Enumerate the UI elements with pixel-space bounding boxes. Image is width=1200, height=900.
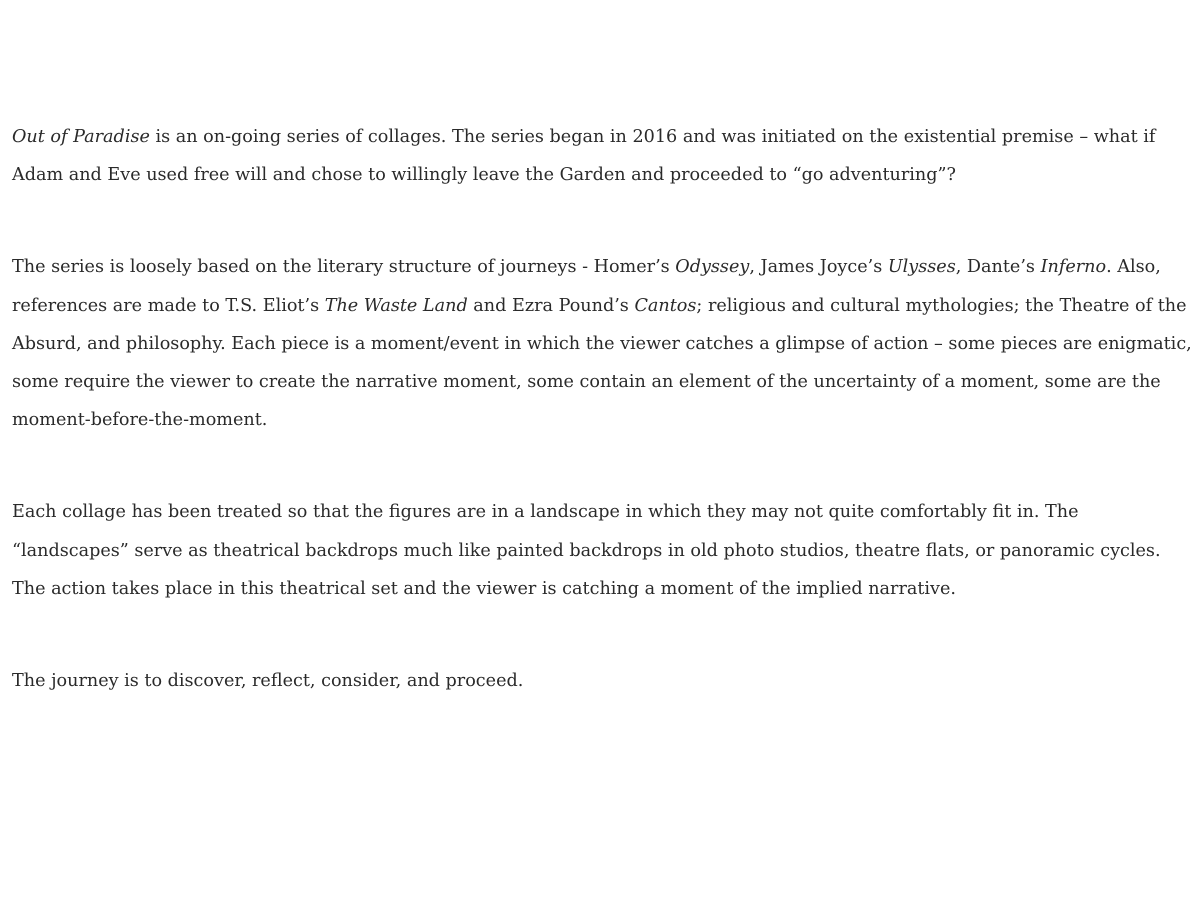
references-text-3: , Dante’s: [955, 257, 1041, 278]
references-text-4: . Also, references are made to T.S. Eliot’s: [12, 257, 1161, 316]
work-odyssey: Odyssey: [675, 257, 750, 278]
paragraph-journey: [12, 662, 1192, 700]
work-ulysses: Ulysses: [887, 257, 956, 278]
references-text-2: , James Joyce’s: [749, 257, 888, 278]
paragraph-intro: [12, 118, 1192, 194]
journey-text: The journey is to discover, reflect, consider, and proceed.: [12, 671, 524, 692]
work-inferno: Inferno: [1040, 257, 1107, 278]
work-cantos: Cantos: [634, 295, 697, 316]
references-text-6: ; religious and cultural mythologies; the Theatre of the Absurd, and philosophy. Each piece is a moment/event in which the viewer catches a glimpse of action – some pieces are enigmatic, some require the viewer to create the narrative moment, some contain an element of the uncertainty of a moment, some are the moment-before-the-moment.: [12, 295, 1192, 431]
references-text-1: The series is loosely based on the literary structure of journeys - Homer’s: [12, 257, 676, 278]
paragraph-landscapes: [12, 493, 1192, 608]
landscapes-text: Each collage has been treated so that the figures are in a landscape in which they may not quite comfortably fit in. The “landscapes” serve as theatrical backdrops much like painted backdrops in old photo studios, theatre flats, or panoramic cycles. The action takes place in this theatrical set and the viewer is catching a moment of the implied narrative.: [12, 502, 1161, 599]
references-text-5: and Ezra Pound’s: [467, 295, 635, 316]
work-waste-land: The Waste Land: [324, 295, 468, 316]
paragraph-literary-references: [12, 248, 1192, 439]
intro-text: is an on-going series of collages. The series began in 2016 and was initiated on the existential premise – what if Adam and Eve used free will and chose to willingly leave the Garden and proceeded to “go adventuring”?: [12, 127, 1156, 186]
series-title: Out of Paradise: [12, 127, 150, 147]
